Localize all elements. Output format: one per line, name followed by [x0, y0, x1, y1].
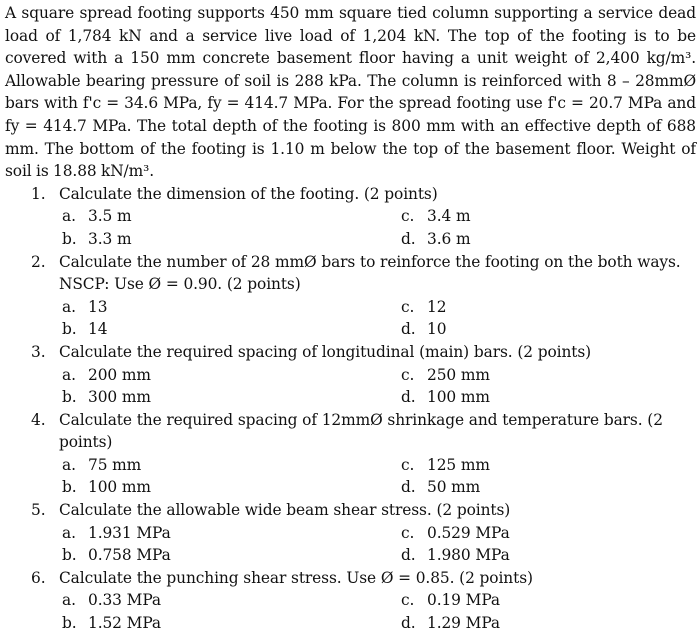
choice-value: 3.3 m [88, 229, 132, 248]
answer-choice [62, 612, 401, 635]
answer-choice [401, 296, 601, 319]
choice-value: 1.52 MPa [88, 614, 161, 633]
answer-choice [62, 522, 401, 545]
choice-value: 0.758 MPa [88, 546, 171, 565]
answer-choice [62, 296, 401, 319]
answer-choice [401, 544, 601, 567]
choice-value: 75 mm [88, 455, 142, 474]
choice-letter: b. [62, 388, 77, 407]
answer-choices [62, 522, 696, 567]
answer-choice [401, 589, 601, 612]
choice-value: 250 mm [427, 365, 490, 384]
question-number: 1. [31, 184, 46, 203]
choice-letter: d. [401, 614, 416, 633]
choice-value: 14 [88, 320, 108, 339]
choice-letter: d. [401, 320, 416, 339]
choice-letter: d. [401, 388, 416, 407]
choice-value: 0.529 MPa [427, 523, 510, 542]
choice-letter: c. [401, 365, 415, 384]
choice-letter: a. [62, 365, 76, 384]
question-text: Calculate the required spacing of longitudinal (main) bars. (2 points) [59, 342, 592, 361]
choice-letter: a. [62, 207, 76, 226]
choice-value: 0.19 MPa [427, 591, 500, 610]
answer-choice [401, 476, 601, 499]
choice-value: 50 mm [427, 478, 481, 497]
answer-choice [401, 364, 601, 387]
choice-value: 300 mm [88, 388, 151, 407]
answer-choice [62, 476, 401, 499]
question-text: Calculate the allowable wide beam shear stress. (2 points) [59, 501, 511, 520]
question-item [5, 409, 696, 499]
choice-letter: d. [401, 229, 416, 248]
answer-choice [401, 454, 601, 477]
answer-choice [62, 318, 401, 341]
question-number: 4. [31, 410, 46, 429]
answer-choices [62, 364, 696, 409]
choice-letter: c. [401, 297, 415, 316]
question-number: 2. [31, 252, 46, 271]
answer-choices [62, 205, 696, 250]
choice-letter: b. [62, 229, 77, 248]
answer-choice [62, 205, 401, 228]
choice-letter: b. [62, 614, 77, 633]
question-text: Calculate the required spacing of 12mmØ shrinkage and temperature bars. (2 points) [59, 410, 663, 452]
answer-choice [62, 228, 401, 251]
choice-value: 1.29 MPa [427, 614, 500, 633]
choice-value: 1.931 MPa [88, 523, 171, 542]
question-item [5, 567, 696, 635]
answer-choice [401, 522, 601, 545]
question-list [5, 183, 696, 635]
choice-letter: a. [62, 591, 76, 610]
choice-letter: d. [401, 478, 416, 497]
choice-value: 3.6 m [427, 229, 471, 248]
choice-letter: c. [401, 455, 415, 474]
choice-value: 3.5 m [88, 207, 132, 226]
answer-choice [401, 612, 601, 635]
choice-letter: c. [401, 523, 415, 542]
question-number: 5. [31, 501, 46, 520]
choice-value: 0.33 MPa [88, 591, 161, 610]
answer-choice [62, 589, 401, 612]
answer-choice [401, 386, 601, 409]
choice-value: 200 mm [88, 365, 151, 384]
question-text: Calculate the punching shear stress. Use Ø = 0.85. (2 points) [59, 568, 533, 587]
choice-value: 100 mm [88, 478, 151, 497]
answer-choice [62, 454, 401, 477]
choice-letter: c. [401, 207, 415, 226]
question-item [5, 183, 696, 251]
choice-letter: a. [62, 523, 76, 542]
answer-choice [62, 364, 401, 387]
answer-choice [401, 205, 601, 228]
problem-statement: A square spread footing supports 450 mm square tied column supporting a service dead load of 1,784 kN and a service live load of 1,204 kN. The top of the footing is to be covered with a 150 mm concrete basement floor having a unit weight of 2,400 kg/m³. Allowable bearing pressure of soil is 288 kPa. The column is reinforced with 8 – 28mmØ bars with f'c = 34.6 MPa, fy = 414.7 MPa. For the spread footing use f'c = 20.7 MPa and fy = 414.7 MPa. The total depth of the footing is 800 mm with an effective depth of 688 mm. The bottom of the footing is 1.10 m below the top of the basement floor. Weight of soil is 18.88 kN/m³. [5, 4, 696, 181]
choice-letter: a. [62, 455, 76, 474]
question-item [5, 499, 696, 567]
answer-choice [401, 228, 601, 251]
choice-letter: b. [62, 546, 77, 565]
question-number: 3. [31, 342, 46, 361]
choice-value: 125 mm [427, 455, 490, 474]
answer-choice [62, 386, 401, 409]
answer-choices [62, 454, 696, 499]
choice-value: 10 [427, 320, 447, 339]
choice-value: 12 [427, 297, 447, 316]
choice-letter: a. [62, 297, 76, 316]
choice-letter: d. [401, 546, 416, 565]
question-number: 6. [31, 568, 46, 587]
choice-value: 100 mm [427, 388, 490, 407]
answer-choices [62, 589, 696, 634]
question-text: Calculate the dimension of the footing. (2 points) [59, 184, 438, 203]
choice-letter: b. [62, 320, 77, 339]
question-item [5, 341, 696, 409]
choice-letter: b. [62, 478, 77, 497]
choice-value: 3.4 m [427, 207, 471, 226]
choice-letter: c. [401, 591, 415, 610]
answer-choice [401, 318, 601, 341]
question-text: Calculate the number of 28 mmØ bars to reinforce the footing on the both ways. NSCP: Use Ø = 0.90. (2 points) [59, 252, 681, 294]
choice-value: 13 [88, 297, 108, 316]
answer-choice [62, 544, 401, 567]
question-item [5, 251, 696, 341]
answer-choices [62, 296, 696, 341]
choice-value: 1.980 MPa [427, 546, 510, 565]
